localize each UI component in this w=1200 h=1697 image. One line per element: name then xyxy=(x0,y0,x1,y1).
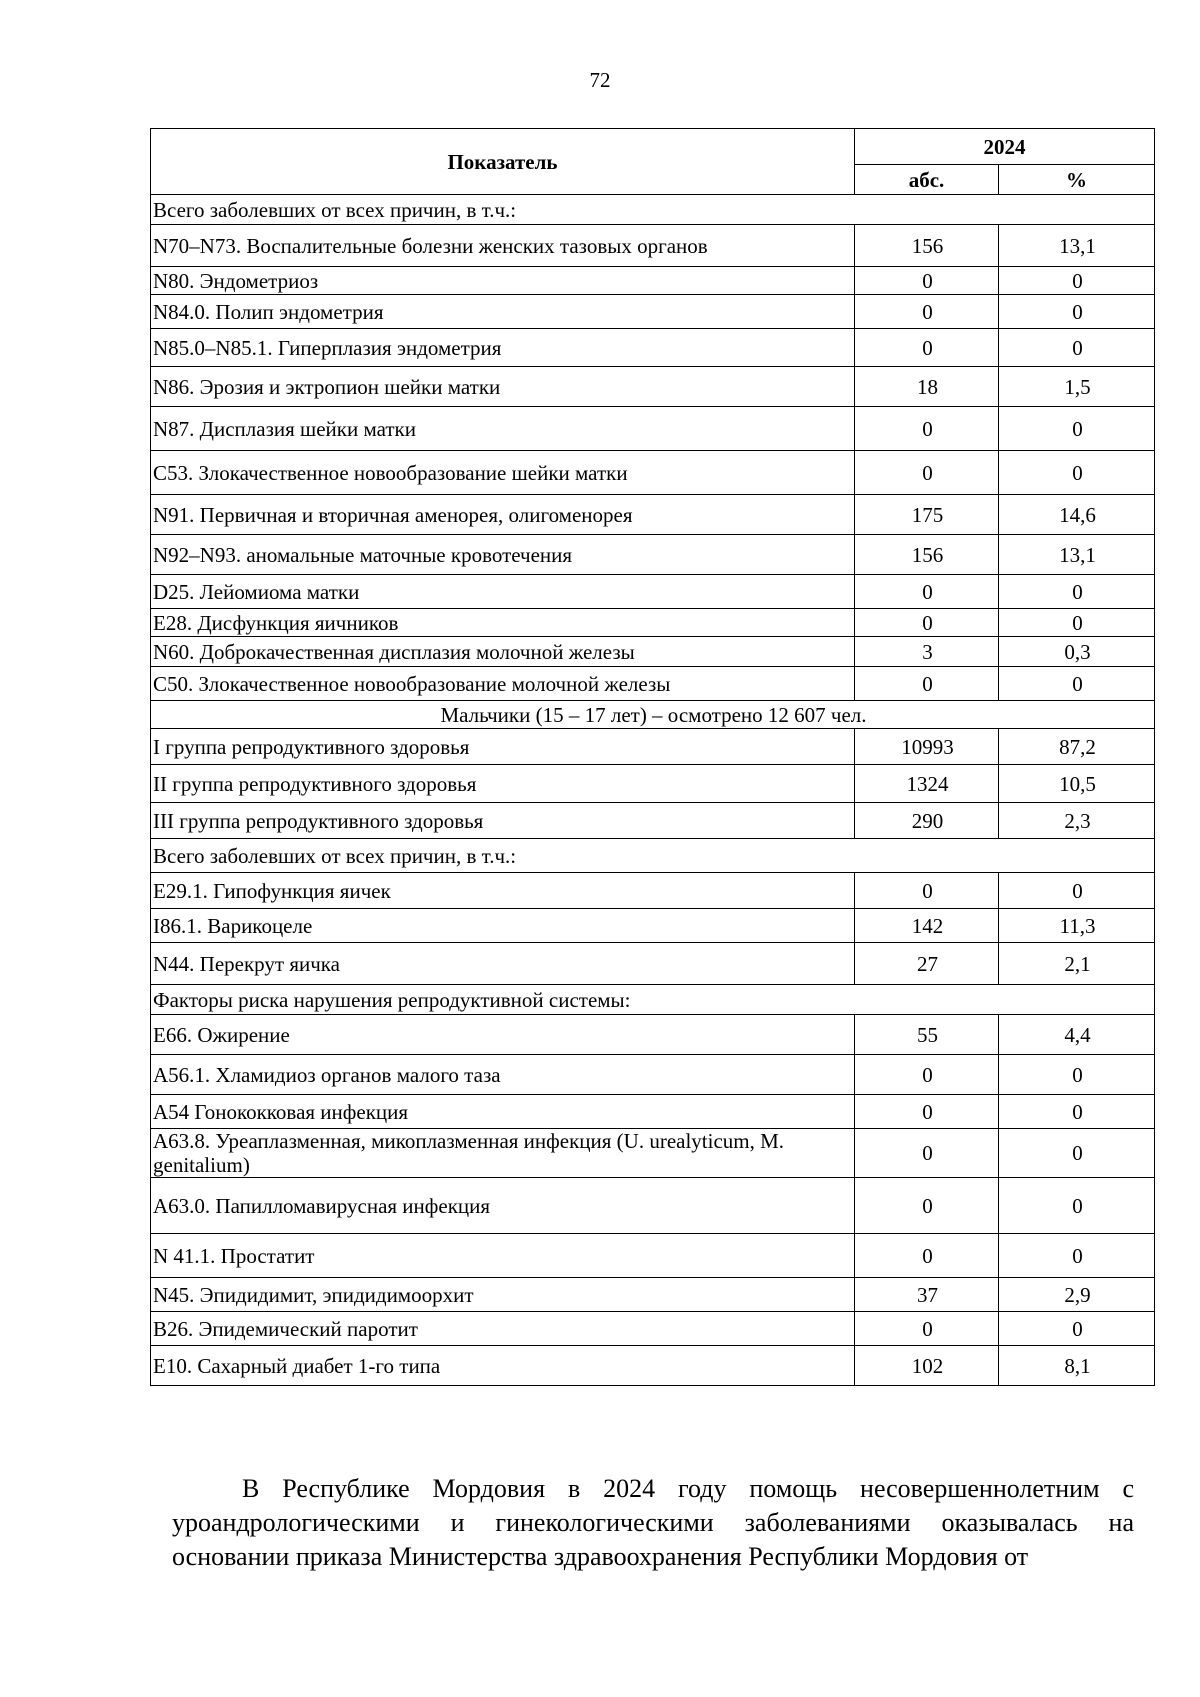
row-pct-value: 0 xyxy=(999,609,1155,637)
row-label: B26. Эпидемический паротит xyxy=(151,1312,855,1346)
row-abs-value: 18 xyxy=(855,367,999,407)
page-number: 72 xyxy=(589,68,611,92)
row-abs-value: 0 xyxy=(855,667,999,701)
table-row xyxy=(151,575,1155,609)
table-row xyxy=(151,407,1155,451)
row-pct-value: 2,1 xyxy=(999,943,1155,985)
row-pct-value: 0 xyxy=(999,1055,1155,1095)
header-indicator: Показатель xyxy=(151,129,855,195)
row-pct-value: 0 xyxy=(999,1129,1155,1178)
row-abs-value: 0 xyxy=(855,407,999,451)
row-abs-value: 0 xyxy=(855,1178,999,1234)
row-abs-value: 0 xyxy=(855,873,999,909)
row-abs-value: 0 xyxy=(855,1095,999,1129)
table-row xyxy=(151,909,1155,943)
section-row xyxy=(151,839,1155,873)
row-pct-value: 0 xyxy=(999,295,1155,329)
row-abs-value: 0 xyxy=(855,267,999,295)
row-abs-value: 0 xyxy=(855,329,999,367)
row-label: N92–N93. аномальные маточные кровотечения xyxy=(151,535,855,575)
row-label: E10. Сахарный диабет 1-го типа xyxy=(151,1346,855,1386)
row-label: N86. Эрозия и эктропион шейки матки xyxy=(151,367,855,407)
row-abs-value: 0 xyxy=(855,609,999,637)
row-pct-value: 8,1 xyxy=(999,1346,1155,1386)
row-pct-value: 0 xyxy=(999,575,1155,609)
row-pct-value: 11,3 xyxy=(999,909,1155,943)
table-row xyxy=(151,1015,1155,1055)
row-pct-value: 2,3 xyxy=(999,803,1155,839)
row-label: N85.0–N85.1. Гиперплазия эндометрия xyxy=(151,329,855,367)
table-row xyxy=(151,1129,1155,1178)
table-row xyxy=(151,295,1155,329)
row-label: I группа репродуктивного здоровья xyxy=(151,729,855,765)
row-pct-value: 87,2 xyxy=(999,729,1155,765)
row-abs-value: 1324 xyxy=(855,765,999,803)
table-row xyxy=(151,637,1155,667)
table-body xyxy=(151,195,1155,1386)
table-row xyxy=(151,367,1155,407)
row-pct-value: 0 xyxy=(999,407,1155,451)
row-label: N80. Эндометриоз xyxy=(151,267,855,295)
row-label: C50. Злокачественное новообразование молочной железы xyxy=(151,667,855,701)
row-label: A63.0. Папилломавирусная инфекция xyxy=(151,1178,855,1234)
row-abs-value: 27 xyxy=(855,943,999,985)
row-pct-value: 0,3 xyxy=(999,637,1155,667)
row-abs-value: 0 xyxy=(855,295,999,329)
row-abs-value: 156 xyxy=(855,225,999,267)
row-abs-value: 37 xyxy=(855,1278,999,1312)
table-row xyxy=(151,225,1155,267)
table-row xyxy=(151,729,1155,765)
table-row xyxy=(151,1278,1155,1312)
table-row xyxy=(151,1234,1155,1278)
row-abs-value: 0 xyxy=(855,1055,999,1095)
row-label: N45. Эпидидимит, эпидидимоорхит xyxy=(151,1278,855,1312)
row-abs-value: 175 xyxy=(855,495,999,535)
body-paragraph: В Республике Мордовия в 2024 году помощь несовершеннолетним с уроандрологическими и гинекологическими заболеваниями оказывалась на основании приказа Министерства здравоохранения Республики Мордовия от xyxy=(172,1474,1134,1571)
row-label: III группа репродуктивного здоровья xyxy=(151,803,855,839)
table-row xyxy=(151,803,1155,839)
row-abs-value: 0 xyxy=(855,1234,999,1278)
row-pct-value: 0 xyxy=(999,451,1155,495)
row-abs-value: 290 xyxy=(855,803,999,839)
row-pct-value: 0 xyxy=(999,1234,1155,1278)
row-pct-value: 0 xyxy=(999,1095,1155,1129)
table-row xyxy=(151,1346,1155,1386)
row-pct-value: 4,4 xyxy=(999,1015,1155,1055)
table-row xyxy=(151,943,1155,985)
row-pct-value: 13,1 xyxy=(999,535,1155,575)
section-row xyxy=(151,195,1155,225)
row-abs-value: 156 xyxy=(855,535,999,575)
row-label: I86.1. Варикоцеле xyxy=(151,909,855,943)
row-abs-value: 0 xyxy=(855,575,999,609)
table-row xyxy=(151,267,1155,295)
table-row xyxy=(151,873,1155,909)
table-row xyxy=(151,1095,1155,1129)
row-pct-value: 10,5 xyxy=(999,765,1155,803)
row-pct-value: 0 xyxy=(999,329,1155,367)
table-row xyxy=(151,451,1155,495)
row-abs-value: 10993 xyxy=(855,729,999,765)
row-pct-value: 0 xyxy=(999,267,1155,295)
row-label: A56.1. Хламидиоз органов малого таза xyxy=(151,1055,855,1095)
header-abs: абс. xyxy=(855,165,999,195)
row-abs-value: 0 xyxy=(855,1129,999,1178)
row-pct-value: 14,6 xyxy=(999,495,1155,535)
row-label: N70–N73. Воспалительные болезни женских тазовых органов xyxy=(151,225,855,267)
row-label: II группа репродуктивного здоровья xyxy=(151,765,855,803)
group-heading: Мальчики (15 – 17 лет) – осмотрено 12 607 чел. xyxy=(151,701,1155,729)
row-pct-value: 0 xyxy=(999,667,1155,701)
row-pct-value: 13,1 xyxy=(999,225,1155,267)
row-label: A63.8. Уреаплазменная, микоплазменная инфекция (U. urealyticum, M. genitalium) xyxy=(151,1129,855,1178)
row-pct-value: 0 xyxy=(999,873,1155,909)
table-row xyxy=(151,495,1155,535)
row-label: N 41.1. Простатит xyxy=(151,1234,855,1278)
row-abs-value: 3 xyxy=(855,637,999,667)
table-row xyxy=(151,329,1155,367)
section-row xyxy=(151,701,1155,729)
row-abs-value: 142 xyxy=(855,909,999,943)
table-row xyxy=(151,1312,1155,1346)
section-row xyxy=(151,985,1155,1015)
header-year: 2024 xyxy=(855,129,1155,165)
table-row xyxy=(151,667,1155,701)
section-heading: Всего заболевших от всех причин, в т.ч.: xyxy=(151,839,1155,873)
row-label: D25. Лейомиома матки xyxy=(151,575,855,609)
table-row xyxy=(151,609,1155,637)
row-label: E28. Дисфункция яичников xyxy=(151,609,855,637)
table-row xyxy=(151,1055,1155,1095)
row-label: C53. Злокачественное новообразование шейки матки xyxy=(151,451,855,495)
row-label: N44. Перекрут яичка xyxy=(151,943,855,985)
row-label: A54 Гонококковая инфекция xyxy=(151,1095,855,1129)
row-pct-value: 0 xyxy=(999,1312,1155,1346)
row-label: N60. Доброкачественная дисплазия молочной железы xyxy=(151,637,855,667)
report-table xyxy=(150,128,1155,1386)
row-label: E29.1. Гипофункция яичек xyxy=(151,873,855,909)
row-label: N84.0. Полип эндометрия xyxy=(151,295,855,329)
row-abs-value: 102 xyxy=(855,1346,999,1386)
row-label: N91. Первичная и вторичная аменорея, олигоменорея xyxy=(151,495,855,535)
table-row xyxy=(151,765,1155,803)
header-pct: % xyxy=(999,165,1155,195)
row-abs-value: 0 xyxy=(855,451,999,495)
row-pct-value: 2,9 xyxy=(999,1278,1155,1312)
section-heading: Всего заболевших от всех причин, в т.ч.: xyxy=(151,195,1155,225)
row-pct-value: 0 xyxy=(999,1178,1155,1234)
row-abs-value: 55 xyxy=(855,1015,999,1055)
row-pct-value: 1,5 xyxy=(999,367,1155,407)
row-label: E66. Ожирение xyxy=(151,1015,855,1055)
table-row xyxy=(151,1178,1155,1234)
row-abs-value: 0 xyxy=(855,1312,999,1346)
table-row xyxy=(151,535,1155,575)
section-heading: Факторы риска нарушения репродуктивной системы: xyxy=(151,985,1155,1015)
row-label: N87. Дисплазия шейки матки xyxy=(151,407,855,451)
